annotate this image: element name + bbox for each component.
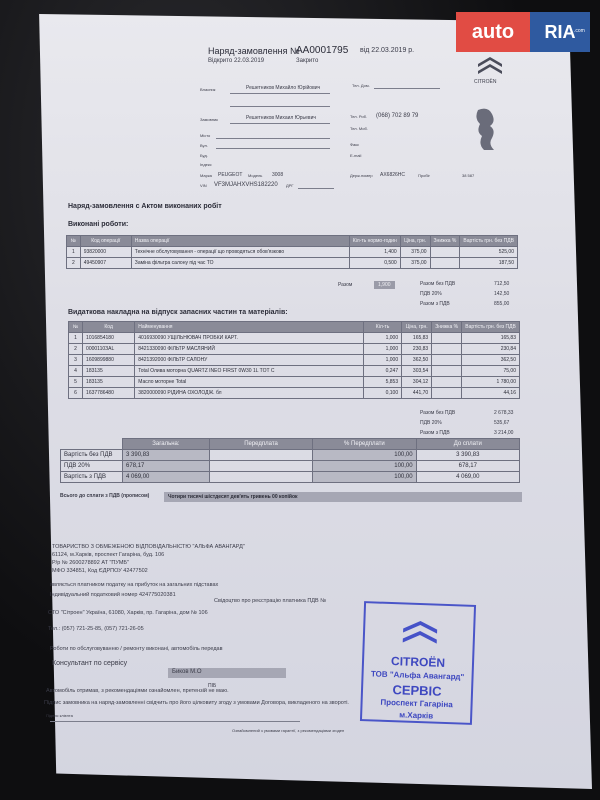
street-label: Вул. bbox=[200, 143, 208, 148]
cell: 362,50 bbox=[462, 355, 520, 366]
stamp-chevrons-icon bbox=[395, 616, 446, 648]
cell: Заміна фільтра салону під час ТО bbox=[131, 258, 349, 269]
drf-line bbox=[298, 188, 334, 189]
brand-label: Марка bbox=[200, 173, 212, 178]
works-total-label: Разом bbox=[338, 282, 353, 288]
section-act-title: Наряд-замовлення с Актом виконаних робіт bbox=[68, 203, 222, 210]
company-mfo: МФО 334851, Код ЄДРПОУ 42477502 bbox=[52, 568, 148, 574]
cell: 165,83 bbox=[462, 333, 520, 344]
cell bbox=[209, 461, 312, 472]
parts-col-qty: Кіл-ть bbox=[364, 322, 402, 333]
cell: 678,17 bbox=[416, 461, 519, 472]
client-signature-line bbox=[50, 721, 300, 722]
phone-home-line bbox=[374, 88, 440, 89]
cell: 303,54 bbox=[402, 366, 432, 377]
cell: 0,247 bbox=[364, 366, 402, 377]
customer-line bbox=[230, 123, 330, 124]
owner-label: Власник bbox=[200, 87, 216, 92]
parts-sum-no-vat: 2 678,33 bbox=[494, 410, 514, 416]
cell: Total Олива моторна QUARTZ INEO FIRST 0W30 1L TOT С bbox=[135, 366, 364, 377]
vin-label: VIN bbox=[200, 183, 207, 188]
table-row bbox=[67, 247, 518, 258]
city-line bbox=[216, 138, 330, 139]
cell: 5,853 bbox=[364, 377, 402, 388]
cell: 3 390,83 bbox=[123, 450, 210, 461]
works-sum-vat-label: Разом з ПДВ bbox=[420, 301, 450, 307]
order-number: AA0001795 bbox=[296, 45, 349, 56]
works-col-code: Код операції bbox=[80, 236, 131, 247]
table-row bbox=[69, 355, 520, 366]
consultant-name: Биков М.О bbox=[168, 668, 286, 678]
order-date: від 22.03.2019 р. bbox=[360, 47, 415, 54]
cell: 1,000 bbox=[364, 355, 402, 366]
cell: 44,16 bbox=[462, 388, 520, 399]
phone-work-label: Тел. Роб. bbox=[350, 114, 367, 119]
cell: 1,000 bbox=[364, 333, 402, 344]
fax-label: Факс bbox=[350, 142, 360, 147]
opened-label: Відкрито bbox=[208, 58, 233, 64]
city-label: Місто bbox=[200, 133, 211, 138]
works-col-name: Назва операції bbox=[131, 236, 349, 247]
owner-line-2 bbox=[230, 106, 330, 107]
cell bbox=[430, 247, 460, 258]
works-vat-label: ПДВ 20% bbox=[420, 291, 442, 297]
parts-col-discount: Знижка % bbox=[432, 322, 462, 333]
email-label: E-mail bbox=[350, 153, 362, 158]
works-sum-vat: 855,00 bbox=[494, 301, 510, 307]
works-header-row bbox=[67, 236, 518, 247]
cell: 93820000 bbox=[80, 247, 131, 258]
drf-label: ДРГ bbox=[286, 183, 294, 188]
table-row bbox=[69, 388, 520, 399]
cell: 1016854180 bbox=[83, 333, 135, 344]
plate-label: Держ.номер bbox=[350, 173, 373, 178]
parts-col-code: Код bbox=[83, 322, 135, 333]
peugeot-logo bbox=[470, 104, 500, 154]
footer-text: Ознайомлений з умовами гарантії, з рекомендаціями згоден bbox=[232, 728, 345, 733]
consultant-pib: ПІБ bbox=[208, 683, 217, 689]
street-line bbox=[216, 148, 330, 149]
autoria-watermark bbox=[456, 12, 590, 52]
cell: 100,00 bbox=[313, 450, 416, 461]
watermark-ria: RIA bbox=[530, 12, 590, 52]
works-col-no: № bbox=[67, 236, 81, 247]
totals-col-total: Загальна: bbox=[123, 439, 210, 450]
company-phones: Тел.: (057) 721-25-85, (057) 721-26-05 bbox=[48, 626, 144, 632]
cell: 525,00 bbox=[460, 247, 518, 258]
parts-title: Видаткова накладна на відпуск запасних частин та матеріалів: bbox=[68, 309, 288, 316]
company-account: Р/р № 2600278892 АТ "ПУМБ" bbox=[52, 560, 129, 566]
works-total-hours: 1,900 bbox=[374, 281, 395, 289]
cell bbox=[209, 472, 312, 483]
stamp-line4: м.Харків bbox=[399, 710, 434, 721]
cell: 1,000 bbox=[364, 344, 402, 355]
cell: 5 bbox=[69, 377, 83, 388]
cell: 100,00 bbox=[313, 461, 416, 472]
cell: 2 bbox=[67, 258, 81, 269]
cell: 6 bbox=[69, 388, 83, 399]
parts-table bbox=[68, 321, 520, 399]
parts-sum-no-vat-label: Разом без ПДВ bbox=[420, 410, 456, 416]
table-row bbox=[69, 333, 520, 344]
mileage-value: 38 587 bbox=[462, 173, 475, 178]
owner-line bbox=[230, 93, 330, 94]
cell: 3 bbox=[69, 355, 83, 366]
company-address: 61124, м.Харків, проспект Гагаріна, буд. 106 bbox=[52, 552, 165, 558]
cell: 230,83 bbox=[402, 344, 432, 355]
stamp-line3: Проспект Гагаріна bbox=[380, 697, 453, 710]
totals-col-prepay-pct: % Передплати bbox=[313, 439, 416, 450]
cell bbox=[432, 366, 462, 377]
parts-sum-vat-label: Разом з ПДВ bbox=[420, 430, 450, 436]
cell: 375,00 bbox=[400, 258, 430, 269]
agreement-text: Підпис замовника на наряд-замовленні свідчить про його цілковиту згоду з умовами Договора, викладеного на звороті. bbox=[44, 700, 349, 706]
watermark-auto: auto bbox=[456, 12, 530, 52]
company-tax-status: являється платником податку на прибуток на загальних підставах bbox=[50, 582, 219, 588]
works-sum-no-vat: 712,50 bbox=[494, 281, 510, 287]
cell: 375,00 bbox=[400, 247, 430, 258]
works-title: Виконані роботи: bbox=[68, 221, 129, 228]
opened-date: 22.03.2019 bbox=[234, 58, 265, 64]
cell: 1 780,00 bbox=[462, 377, 520, 388]
parts-col-name: Найменування bbox=[135, 322, 364, 333]
peugeot-lion-icon bbox=[470, 104, 500, 154]
cell: 0000110ЗАL bbox=[83, 344, 135, 355]
totals-header-row bbox=[61, 439, 520, 450]
index-label: Індекс bbox=[200, 162, 212, 167]
cell: 4 069,00 bbox=[416, 472, 519, 483]
plate-value: АХ6826НС bbox=[380, 172, 406, 178]
phone-home-label: Тел. Дом. bbox=[352, 83, 370, 88]
cell: 1637786480 bbox=[83, 388, 135, 399]
cell: 183135 bbox=[83, 377, 135, 388]
model-value: 3008 bbox=[272, 172, 284, 178]
cell bbox=[432, 333, 462, 344]
cell: 4 069,00 bbox=[123, 472, 210, 483]
cell: 441,70 bbox=[402, 388, 432, 399]
table-row bbox=[69, 377, 520, 388]
closed-label: Закрито bbox=[296, 58, 319, 64]
model-label: Модель bbox=[248, 173, 263, 178]
works-col-price: Ціна, грн. bbox=[400, 236, 430, 247]
cell bbox=[432, 388, 462, 399]
cell bbox=[432, 344, 462, 355]
works-col-sum: Вартість грн. без ПДВ bbox=[460, 236, 518, 247]
citroen-chevrons-icon bbox=[470, 52, 510, 82]
table-row bbox=[61, 450, 520, 461]
parts-vat-label: ПДВ 20% bbox=[420, 420, 442, 426]
cell bbox=[430, 258, 460, 269]
mileage-label: Пробіг bbox=[418, 173, 430, 178]
works-col-discount: Знижка % bbox=[430, 236, 460, 247]
vin-value: VF3MJAHXVHS182220 bbox=[214, 182, 278, 188]
table-row bbox=[61, 461, 520, 472]
citroen-logo bbox=[470, 52, 510, 82]
company-sto: СТО "Сітроен" Україна, 61080, Харків, пр. Гагаріна, дом № 106 bbox=[48, 610, 208, 616]
table-row bbox=[67, 258, 518, 269]
house-label: Буд. bbox=[200, 153, 208, 158]
cell: 183135 bbox=[83, 366, 135, 377]
cell: Вартість з ПДВ bbox=[61, 472, 123, 483]
cell: 3820000090 РІДИНА ОХОЛОДЖ. бл bbox=[135, 388, 364, 399]
cell: 8421392000 ФІЛЬТР САЛОНУ bbox=[135, 355, 364, 366]
phone-work-value: (068) 702 89 79 bbox=[376, 113, 419, 119]
citroen-wordmark: CITROËN bbox=[474, 79, 497, 85]
company-stamp bbox=[360, 601, 476, 725]
accepted-text: Роботи по обслуговуванню / ремонту виконані, автомобіль передав bbox=[50, 646, 223, 652]
cell: 678,17 bbox=[123, 461, 210, 472]
cell: 362,50 bbox=[402, 355, 432, 366]
brand-value: PEUGEOT bbox=[218, 172, 243, 178]
totals-col-label bbox=[61, 439, 123, 450]
works-sum-no-vat-label: Разом без ПДВ bbox=[420, 281, 456, 287]
works-col-hours: Кіл-ть нормо-годин bbox=[349, 236, 400, 247]
cell: Технічне обслуговування - операції що проводяться обов'язково bbox=[131, 247, 349, 258]
stamp-brand: CITROËN bbox=[390, 654, 446, 670]
company-vat-cert: Свідоцтво про реєстрацію платника ПДВ № bbox=[214, 598, 327, 604]
phone-mob-label: Тел. Моб. bbox=[350, 126, 368, 131]
company-ipn: Індивідуальний податковий номер 424775020381 bbox=[50, 592, 176, 598]
cell: 8421330090 ФІЛЬТР МАСЛЯНИЙ bbox=[135, 344, 364, 355]
cell: 0,500 bbox=[349, 258, 400, 269]
cell bbox=[432, 355, 462, 366]
parts-col-sum: Вартість грн. без ПДВ bbox=[462, 322, 520, 333]
consultant-label: Консультант по сервісу bbox=[52, 660, 128, 667]
cell: 1,400 bbox=[349, 247, 400, 258]
parts-vat: 535,67 bbox=[494, 420, 510, 426]
cell: 304,12 bbox=[402, 377, 432, 388]
cell: 230,84 bbox=[462, 344, 520, 355]
cell: 1609899880 bbox=[83, 355, 135, 366]
stamp-line2: СЕРВІС bbox=[392, 682, 442, 699]
total-words: Чотири тисячі шістдесят дев'ять гривень 00 копійок bbox=[164, 492, 522, 502]
works-table bbox=[66, 235, 518, 269]
totals-col-prepay: Передплата bbox=[209, 439, 312, 450]
table-row bbox=[61, 472, 520, 483]
customer-label: Замовник bbox=[200, 117, 218, 122]
customer-value: Решетников Михаил Юрьевич bbox=[246, 115, 316, 121]
company-name: ТОВАРИСТВО З ОБМЕЖЕНОЮ ВІДПОВІДАЛЬНІСТЮ "АЛЬФА АВАНГАРД" bbox=[52, 544, 245, 550]
cell: 3 390,83 bbox=[416, 450, 519, 461]
cell bbox=[432, 377, 462, 388]
parts-col-no: № bbox=[69, 322, 83, 333]
cell: Масло моторне Total bbox=[135, 377, 364, 388]
client-signature-label: Підпис клієнта bbox=[46, 713, 73, 718]
owner-value: Решетников Михайло Юрійович bbox=[246, 85, 321, 91]
parts-header-row bbox=[69, 322, 520, 333]
cell: 165,83 bbox=[402, 333, 432, 344]
cell: 0,100 bbox=[364, 388, 402, 399]
cell: 1 bbox=[69, 333, 83, 344]
cell: 187,50 bbox=[460, 258, 518, 269]
table-row bbox=[69, 344, 520, 355]
cell: 49450907 bbox=[80, 258, 131, 269]
cell: 100,00 bbox=[313, 472, 416, 483]
parts-sum-vat: 3 214,00 bbox=[494, 430, 514, 436]
works-vat: 142,50 bbox=[494, 291, 510, 297]
parts-col-price: Ціна, грн. bbox=[402, 322, 432, 333]
order-title: Наряд-замовлення № bbox=[208, 46, 300, 56]
cell: 1 bbox=[67, 247, 81, 258]
received-text: Автомобіль отримав, з рекомендаціями ознайомлен, претензій не маю. bbox=[46, 688, 229, 694]
cell: 2 bbox=[69, 344, 83, 355]
totals-col-due: До сплати bbox=[416, 439, 519, 450]
table-row bbox=[69, 366, 520, 377]
watermark-domain: .com bbox=[574, 28, 585, 34]
cell: 4016930090 УЩІЛЬНЮВАЧ ПРОБКИ КАРТ. bbox=[135, 333, 364, 344]
stamp-line1: ТОВ "Альфа Авангард" bbox=[370, 669, 465, 682]
totals-table bbox=[60, 438, 520, 483]
cell: 75,00 bbox=[462, 366, 520, 377]
cell: 4 bbox=[69, 366, 83, 377]
cell: ПДВ 20% bbox=[61, 461, 123, 472]
total-words-label: Всього до сплати з ПДВ (прописом) bbox=[60, 493, 150, 499]
cell: Вартість без ПДВ bbox=[61, 450, 123, 461]
cell bbox=[209, 450, 312, 461]
